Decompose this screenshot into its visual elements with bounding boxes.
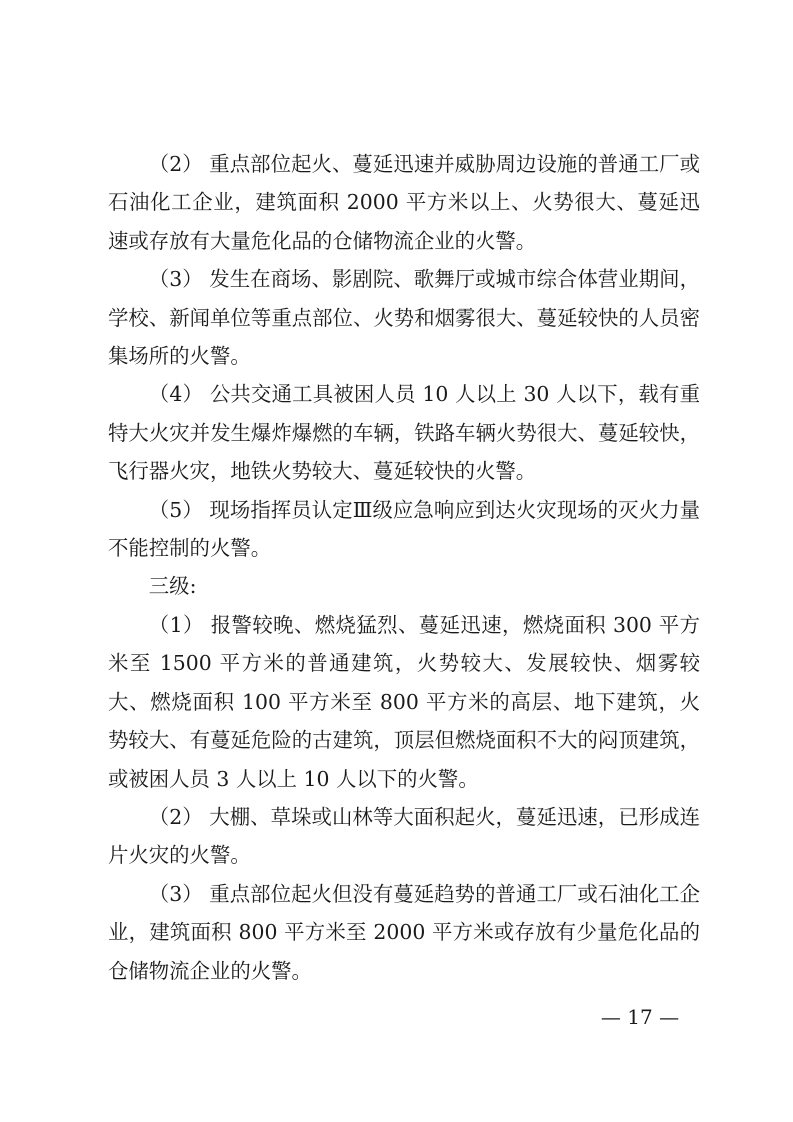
paragraph: （3） 发生在商场、影剧院、歌舞厅或城市综合体营业期间，学校、新闻单位等重点部位、火势和烟雾很大、蔓延较快的人员密集场所的火警。 — [108, 267, 700, 369]
paragraph: （2） 重点部位起火、蔓延迅速并威胁周边设施的普通工厂或石油化工企业，建筑面积 2000 平方米以上、火势很大、蔓延迅速或存放有大量危化品的仓储物流企业的火警。 — [108, 152, 700, 253]
paragraph: （2） 大棚、草垛或山林等大面积起火，蔓延迅速，已形成连片火灾的火警。 — [108, 804, 700, 868]
paragraph: （4） 公共交通工具被困人员 10 人以上 30 人以下，载有重特大火灾并发生爆炸爆燃的车辆，铁路车辆火势很大、蔓延较快，飞行器火灾，地铁火势较大、蔓延较快的火警。 — [108, 382, 700, 484]
paragraph: （5） 现场指挥员认定Ⅲ级应急响应到达火灾现场的灭火力量不能控制的火警。 — [108, 497, 700, 561]
page-number: — 17 — — [600, 1005, 680, 1029]
paragraph: （1） 报警较晚、燃烧猛烈、蔓延迅速，燃烧面积 300 平方米至 1500 平方米的普通建筑，火势较大、发展较快、烟雾较大、燃烧面积 100 平方米至 800 平方米的高层、地下建筑，火势较大、有蔓延危险的古建筑，顶层但燃烧面积不大的闷顶建筑，或被困人员 3 人以上 10 人以下的火警。 — [108, 612, 700, 791]
section-heading: 三级: — [148, 574, 197, 599]
document-body — [108, 145, 700, 990]
paragraph: （3） 重点部位起火但没有蔓延趋势的普通工厂或石油化工企业，建筑面积 800 平方米至 2000 平方米或存放有少量危化品的仓储物流企业的火警。 — [108, 881, 700, 983]
